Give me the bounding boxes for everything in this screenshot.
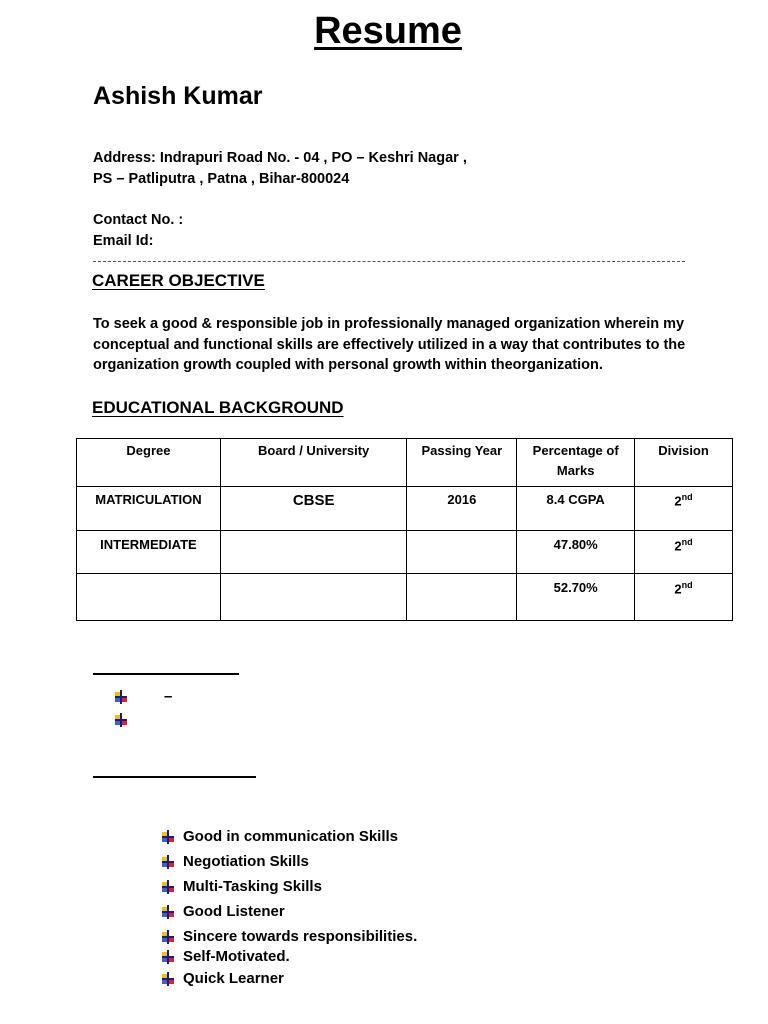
skill-item: [162, 928, 417, 945]
colored-cross-bullet-icon: [162, 830, 174, 844]
skill-item: [162, 903, 285, 920]
dashed-divider: [93, 261, 685, 262]
table-header-row: [77, 439, 733, 487]
cell-percent: 52.70%: [517, 574, 635, 621]
skill-item: [162, 853, 309, 870]
colored-cross-bullet-icon: [162, 950, 174, 964]
career-objective-text: To seek a good & responsible job in professionally managed organization wherein my conceptual and functional skills are effectively utilized in a way that contributes to the organization growth coupled with personal growth within theorganization.: [93, 316, 686, 373]
table-row: [77, 531, 733, 574]
skill-text: Negotiation Skills: [183, 853, 309, 870]
skill-text: Quick Learner: [183, 970, 284, 987]
division-suffix: nd: [681, 537, 693, 547]
list-item-text: –: [164, 688, 173, 705]
cell-division: [635, 531, 733, 574]
cell-year: [407, 574, 517, 621]
list-item: [115, 688, 172, 705]
skill-item: [162, 948, 290, 965]
section-underline-2: [93, 776, 256, 778]
colored-cross-bullet-icon: [162, 880, 174, 894]
division-value: 2: [674, 493, 682, 509]
table-row: [77, 574, 733, 621]
cell-board: CBSE: [220, 487, 407, 531]
education-table: [76, 438, 733, 621]
cell-year: 2016: [407, 487, 517, 531]
cell-degree: MATRICULATION: [77, 487, 221, 531]
cell-degree: INTERMEDIATE: [77, 531, 221, 574]
address-line-1: Address: Indrapuri Road No. - 04 , PO – Keshri Nagar ,: [93, 150, 467, 166]
skill-text: Good in communication Skills: [183, 828, 399, 845]
colored-cross-bullet-icon: [162, 972, 174, 986]
candidate-name: Ashish Kumar: [93, 82, 263, 110]
colored-cross-bullet-icon: [162, 905, 174, 919]
skill-item: [162, 878, 322, 895]
skill-item: [162, 970, 284, 987]
header-degree: Degree: [77, 439, 221, 487]
cell-year: [407, 531, 517, 574]
division-suffix: nd: [681, 492, 693, 502]
cell-board: [220, 574, 407, 621]
address-line-2: PS – Patliputra , Patna , Bihar-800024: [93, 171, 350, 187]
division-suffix: nd: [681, 580, 693, 590]
page-title: Resume: [314, 10, 462, 52]
cell-division: [635, 487, 733, 531]
cell-division: [635, 574, 733, 621]
skill-text: Self-Motivated.: [183, 948, 290, 965]
section-underline-1: [93, 673, 239, 675]
division-value: 2: [674, 538, 682, 554]
colored-cross-bullet-icon: [115, 690, 127, 704]
cell-percent: 8.4 CGPA: [517, 487, 635, 531]
email-label: Email Id:: [93, 233, 154, 249]
skill-text: Multi-Tasking Skills: [183, 878, 322, 895]
header-percentage: Percentage of Marks: [517, 439, 635, 487]
division-value: 2: [674, 581, 682, 597]
skill-text: Sincere towards responsibilities.: [183, 928, 418, 945]
list-item: [115, 711, 127, 729]
header-year: Passing Year: [407, 439, 517, 487]
header-division: Division: [635, 439, 733, 487]
colored-cross-bullet-icon: [115, 713, 127, 727]
contact-label: Contact No. :: [93, 212, 184, 228]
skill-text: Good Listener: [183, 903, 285, 920]
header-board: Board / University: [220, 439, 407, 487]
education-heading: EDUCATIONAL BACKGROUND: [92, 398, 344, 417]
cell-percent: 47.80%: [517, 531, 635, 574]
career-objective-heading: CAREER OBJECTIVE: [92, 271, 265, 290]
colored-cross-bullet-icon: [162, 855, 174, 869]
colored-cross-bullet-icon: [162, 930, 174, 944]
cell-board: [220, 531, 407, 574]
cell-degree: [77, 574, 221, 621]
table-row: [77, 487, 733, 531]
skill-item: [162, 828, 398, 845]
